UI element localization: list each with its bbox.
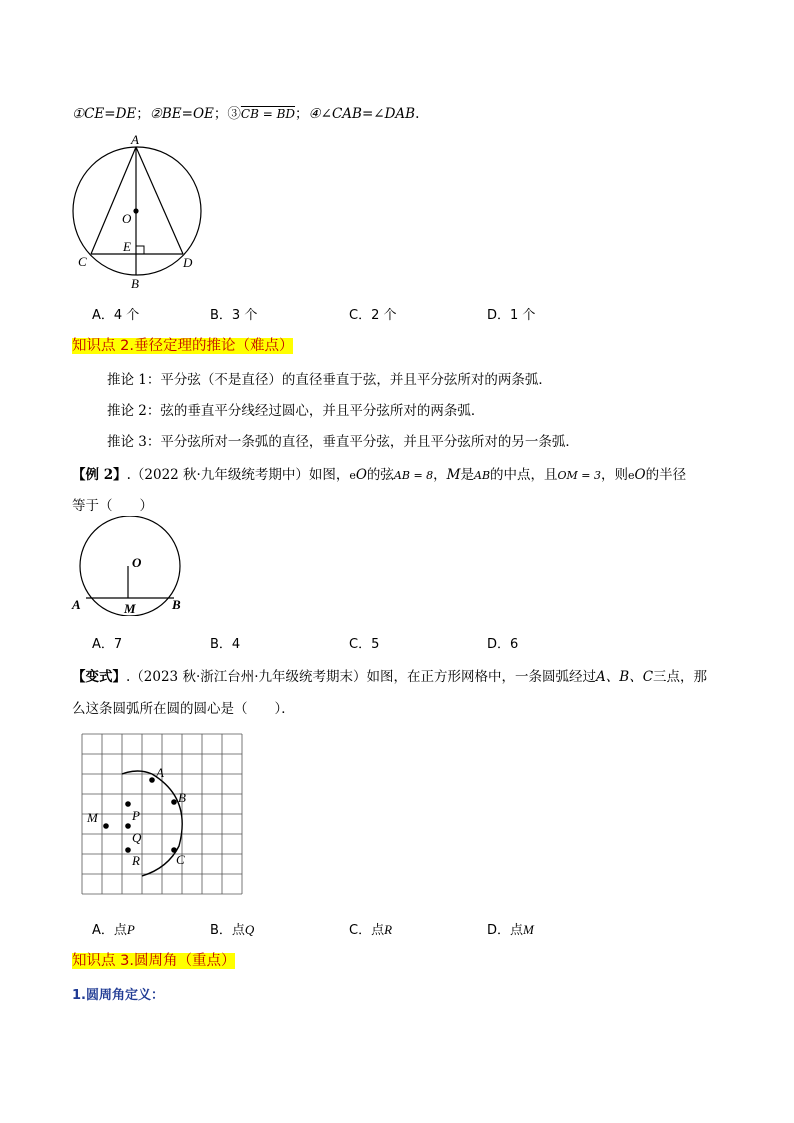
- point-a: [149, 777, 155, 783]
- option-label: B．点: [210, 923, 245, 938]
- chord-ac: [91, 147, 136, 254]
- ex2-option-d[interactable]: D．6: [487, 637, 519, 652]
- option-label: D．点: [487, 923, 524, 938]
- kp3-prefix: 知识点: [72, 953, 116, 969]
- statement-1: ①CE=DE: [72, 106, 137, 122]
- point-q: [125, 823, 131, 829]
- text: ，则: [601, 467, 629, 483]
- kp2-prefix: 知识点: [72, 338, 116, 354]
- text: 三点，那: [653, 669, 708, 685]
- text: 的中点，且: [490, 467, 558, 483]
- option-var: R: [384, 922, 393, 937]
- figure-grid-arc: [76, 728, 251, 900]
- center-dot: [133, 208, 138, 213]
- label-b: B: [178, 790, 186, 805]
- q1-option-d[interactable]: D．1 个: [487, 308, 536, 323]
- label-b: B: [172, 597, 181, 612]
- var-m: M: [446, 467, 461, 483]
- grid-lines: [82, 734, 242, 894]
- knowledge-point-3-heading: [72, 949, 235, 970]
- corollary-1: 推论 1：平分弦（不是直径）的直径垂直于弦，并且平分弦所对的两条弧．: [107, 372, 552, 388]
- variant-option-c[interactable]: [349, 919, 392, 938]
- om-length: OM = 3: [557, 469, 602, 482]
- chord-length: AB = 8: [393, 469, 434, 482]
- statement-3-prefix: ③: [227, 106, 241, 122]
- point-p: [125, 801, 131, 807]
- label-a: A: [131, 132, 139, 147]
- option-var: M: [523, 922, 534, 937]
- text: 如图，: [308, 467, 350, 483]
- label-a: A: [72, 597, 81, 612]
- variant-source: .（2023 秋·浙江台州·九年级统考期末）: [126, 669, 367, 685]
- separator: ；: [213, 106, 228, 122]
- figure-circle-triangle: [68, 132, 208, 292]
- label-b: B: [131, 276, 139, 291]
- separator: ；: [295, 106, 309, 122]
- text: ，: [433, 467, 447, 483]
- point-r: [125, 847, 131, 853]
- example-2-line1: [72, 463, 686, 483]
- kp3-title: 3.圆周角（重点）: [115, 953, 236, 969]
- text: 是: [460, 467, 474, 483]
- label-c: C: [78, 254, 87, 269]
- label-o: O: [132, 555, 142, 570]
- var-ab: AB: [474, 469, 491, 482]
- label-m: M: [87, 810, 98, 825]
- text: 的弦: [366, 467, 394, 483]
- point-b: [171, 799, 177, 805]
- label-d: D: [183, 255, 193, 270]
- ex2-option-b[interactable]: B．4: [210, 637, 241, 652]
- right-angle-mark: [136, 246, 144, 254]
- q1-option-c[interactable]: C．2 个: [349, 308, 397, 323]
- statement-3: CB = BD: [240, 107, 296, 121]
- knowledge-point-2-heading: [72, 334, 293, 355]
- corollary-2: 推论 2：弦的垂直平分线经过圆心，并且平分弦所对的两条弧．: [107, 403, 485, 419]
- variant-line1: [72, 665, 707, 685]
- kp2-title: 2.垂径定理的推论（难点）: [115, 338, 294, 354]
- var-o: O: [634, 467, 646, 483]
- separator: ；: [136, 106, 150, 122]
- variant-line2: 么这条圆弧所在圆的圆心是（ ）．: [72, 701, 295, 717]
- example-2-line2: 等于（ ）: [72, 498, 153, 514]
- q1-option-b[interactable]: B．3 个: [210, 308, 258, 323]
- ex2-option-a[interactable]: A．7: [92, 637, 123, 652]
- variant-option-d[interactable]: [487, 919, 534, 938]
- variant-option-b[interactable]: [210, 919, 254, 938]
- definition-heading: 1.圆周角定义：: [72, 988, 164, 1003]
- statement-4: ④∠CAB=∠DAB: [308, 106, 416, 122]
- label-o: O: [122, 211, 132, 226]
- option-var: Q: [244, 922, 255, 937]
- label-a: A: [156, 765, 164, 780]
- option-label: A．点: [92, 923, 127, 938]
- points-abc: A、B、C: [596, 669, 654, 685]
- corollary-3: 推论 3：平分弦所对一条弧的直径，垂直平分弦，并且平分弦所对的另一条弧．: [107, 434, 579, 450]
- label-e: E: [123, 239, 131, 254]
- variant-tag: 【变式】: [72, 669, 126, 685]
- text: 的半径: [645, 467, 687, 483]
- label-r: R: [132, 853, 140, 868]
- statement-2: ②BE=OE: [149, 106, 214, 122]
- option-var: P: [126, 922, 135, 937]
- label-p: P: [132, 808, 140, 823]
- example-2-tag: 【例 2】: [72, 467, 127, 483]
- period: .: [415, 106, 420, 122]
- figure-circle-chord: [68, 516, 193, 616]
- circle-symbol: e: [628, 469, 635, 482]
- example-2-source: .（2022 秋·九年级统考期中）: [126, 467, 309, 483]
- label-m: M: [124, 601, 136, 616]
- text: 如图，在正方形网格中，一条圆弧经过: [366, 669, 597, 685]
- label-q: Q: [132, 830, 142, 845]
- label-c: C: [176, 852, 185, 867]
- var-o: O: [355, 467, 367, 483]
- ex2-option-c[interactable]: C．5: [349, 637, 380, 652]
- q1-option-a[interactable]: A．4 个: [92, 308, 140, 323]
- point-m: [103, 823, 109, 829]
- variant-option-a[interactable]: [92, 919, 135, 938]
- chord-ad: [136, 147, 183, 254]
- option-label: C．点: [349, 923, 385, 938]
- circle-symbol: e: [349, 469, 356, 482]
- q1-statements: [72, 102, 419, 122]
